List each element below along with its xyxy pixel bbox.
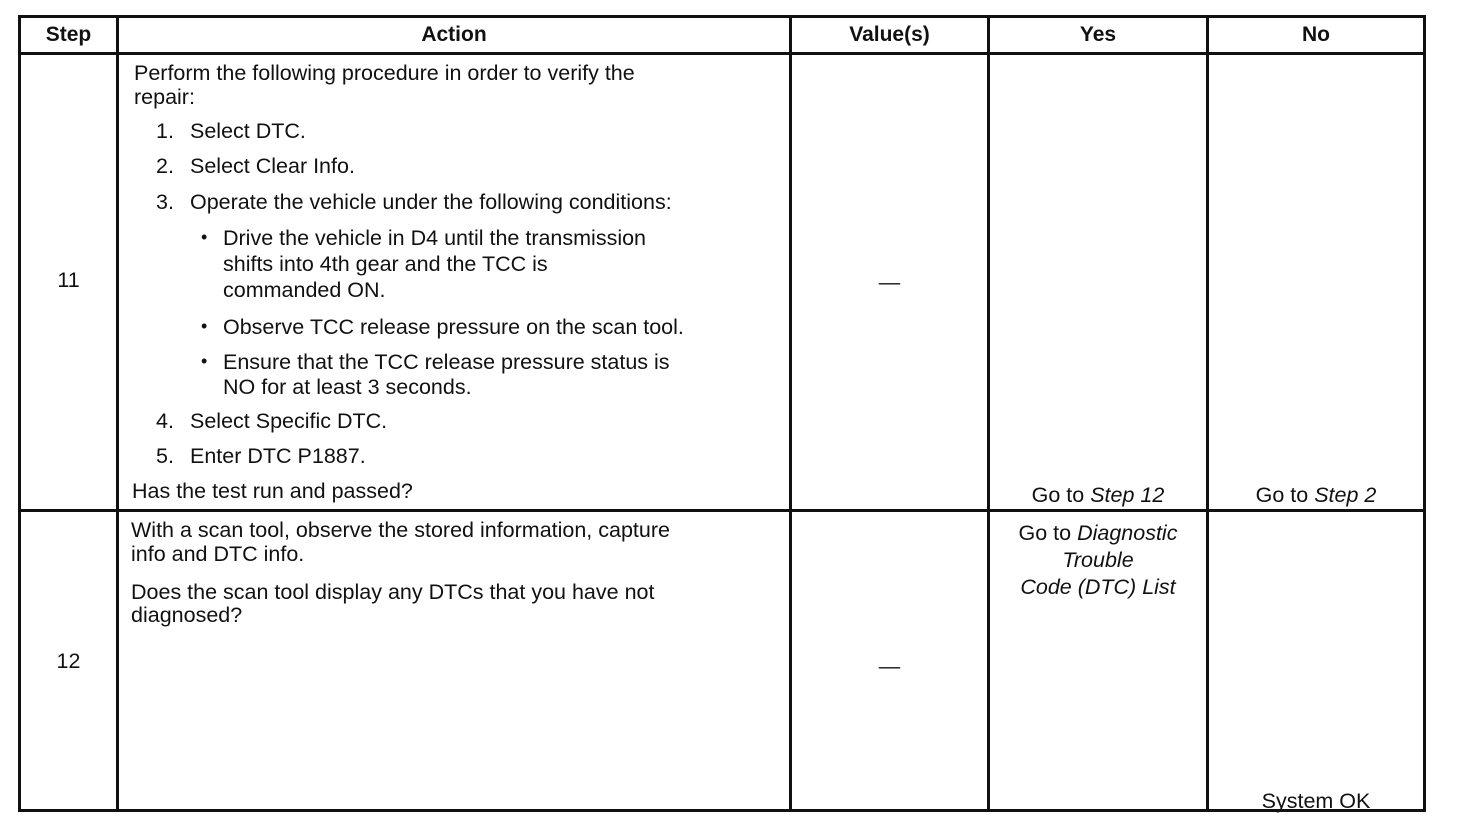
yes-outcome [990,483,1206,507]
yes-dtc-link[interactable]: Diagnostic [1077,521,1178,545]
step-item-text: Enter DTC P1887. [190,444,366,468]
condition-line: Observe TCC release pressure on the scan tool. [223,315,684,339]
yes-step-link[interactable]: Step 12 [1090,483,1165,507]
value-dash: — [878,270,901,294]
step-item-number: 2. [156,154,174,178]
table-border-left [18,15,21,812]
bullet-icon: • [201,351,208,371]
step-number-11: 11 [57,268,80,292]
header-step: Step [45,23,92,46]
action-question: Does the scan tool display any DTCs that you have not [131,580,655,604]
yes-dtc-link[interactable]: Code (DTC) List [1020,575,1176,599]
action-text: With a scan tool, observe the stored information, capture [131,518,670,542]
condition-line: NO for at least 3 seconds. [223,375,472,399]
step-item-number: 3. [156,190,174,214]
value-cell [792,270,987,294]
value-cell [792,654,987,678]
row-divider [18,509,1426,512]
table-border-right [1423,15,1426,812]
step-item-number: 5. [156,444,174,468]
header-no: No [1302,23,1330,46]
step-number-12: 12 [56,649,81,673]
no-prefix: Go to [1255,483,1315,507]
condition-line: commanded ON. [223,278,386,302]
column-divider-step [116,15,119,812]
yes-outcome [990,520,1206,601]
step-item-text: Select DTC. [190,119,306,143]
no-step-link[interactable]: Step 2 [1314,483,1377,507]
header-action: Action [421,23,487,46]
column-divider-yes [1206,15,1209,812]
step-item-text: Select Specific DTC. [190,409,388,433]
yes-prefix: Go to [1031,483,1091,507]
step-item-text: Select Clear Info. [190,154,355,178]
column-divider-action [789,15,792,812]
bullet-icon: • [201,227,208,247]
condition-line: shifts into 4th gear and the TCC is [223,252,548,276]
no-outcome-system-ok: System OK [1261,789,1371,813]
action-intro: repair: [134,85,195,109]
column-divider-values [987,15,990,812]
step-item-number: 1. [156,119,174,143]
condition-line: Ensure that the TCC release pressure status is [223,350,670,374]
bullet-icon: • [201,316,208,336]
action-question: Has the test run and passed? [132,479,413,503]
header-values: Value(s) [849,23,930,46]
value-dash: — [878,654,901,678]
step-item-number: 4. [156,409,174,433]
action-question: diagnosed? [131,603,243,627]
header-divider [18,52,1426,55]
yes-dtc-link[interactable]: Trouble [1062,548,1134,572]
header-yes: Yes [1079,23,1117,46]
no-outcome [1209,483,1423,507]
condition-line: Drive the vehicle in D4 until the transmission [223,226,647,250]
step-item-text: Operate the vehicle under the following conditions: [190,190,672,214]
yes-prefix: Go to [1018,521,1078,545]
action-text: info and DTC info. [131,542,305,566]
action-intro: Perform the following procedure in order to verify the [134,61,635,85]
